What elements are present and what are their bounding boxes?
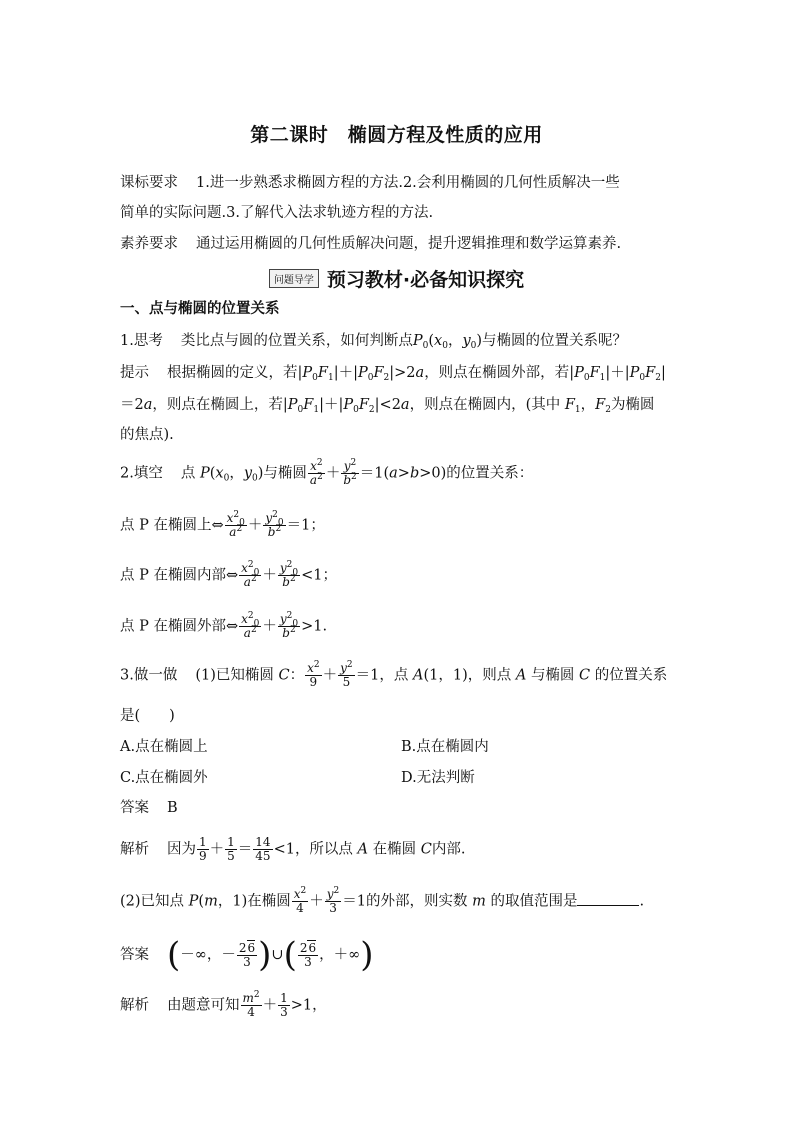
banner-title: 预习教材·必备知识探究 (326, 269, 525, 291)
requirements-text-1: 1.进一步熟悉求椭圆方程的方法.2.会利用椭圆的几何性质解决一些 (196, 175, 620, 191)
option-c: C.点在椭圆外 (120, 770, 208, 786)
hint-line-2: ＝2a，则点在椭圆上，若$|P_0F_1|+|P_0F_2|<2a$，则点在椭圆内，(其中 $F_1$，$F_2$为椭圆 (120, 397, 655, 415)
condition-inside-ellipse: 点 P 在椭圆内部⇔ $\frac{x^2_0}{a^2}$ ＋ $\frac{y^2_0}{b^2}$ <1； (120, 560, 337, 589)
question-1: 1.思考 类比点与圆的位置关系，如何判断点$P_0(x_0$，$y_0$)与椭圆的位置关系呢？ (120, 333, 628, 351)
requirements-line-2: 简单的实际问题.3.了解代入法求轨迹方程的方法. (120, 205, 434, 221)
question-3-part-2: (2)已知点 P(m，1)在椭圆 $\frac{x^2}{4}$ ＋ $\frac{y^2}{3}$ ＝1的外部，则实数 m 的取值范围是 . (120, 886, 645, 915)
hint-line-3: 的焦点). (120, 427, 174, 443)
condition-outside-ellipse: 点 P 在椭圆外部⇔ $\frac{x^2_0}{a^2}$ ＋ $\frac{y^2_0}{b^2}$ >1. (120, 611, 328, 640)
analysis-2: 解析 由题意可知 $\frac{m^2}{4}$ ＋ $\frac{1}{3}$ >1， (120, 990, 327, 1019)
page-title: 第二课时 椭圆方程及性质的应用 (250, 124, 543, 146)
literacy-text: 通过运用椭圆的几何性质解决问题，提升逻辑推理和数学运算素养. (196, 236, 622, 252)
question-3-part-1: 3.做一做 (1)已知椭圆 C： $\frac{x^2}{9}$ ＋ $\frac{y^2}{5}$ ＝1，点 A(1，1)，则点 A 与椭圆 C 的位置关系 (120, 660, 668, 689)
requirements-label: 课标要求 (120, 175, 178, 191)
condition-on-ellipse: 点 P 在椭圆上⇔ $\frac{x^2_0}{a^2}$ ＋ $\frac{y^2_0}{b^2}$ ＝1； (120, 510, 325, 539)
banner-badge: 问题导学 (269, 269, 319, 288)
question-3-line-2: 是( ) (120, 708, 175, 724)
hint-line-1: 提示 根据椭圆的定义，若$|P_0F_1|+|P_0F_2|>2a$，则点在椭圆外部，若$|P_0F_1|+|P_0F_2|$ (120, 365, 666, 383)
analysis-1: 解析 因为 $\frac{1}{9}$ ＋ $\frac{1}{5}$ ＝ $\frac{14}{45}$ <1，所以点 A 在椭圆 C内部. (120, 835, 466, 863)
answer-2: 答案 (－∞，－ $\frac{26}{3}$ )∪( $\frac{26}{3}$ ，＋∞) (120, 935, 374, 975)
requirements-line-1 (120, 172, 620, 194)
question-2: 2.填空 点 $P(x_0$，$y_0$)与椭圆 $\frac{x^2}{a^2}$ ＋ $\frac{y^2}{b^2}$ ＝1(a>b>0)的位置关系： (120, 458, 534, 487)
answer-1-value: B (167, 800, 178, 816)
option-b: B.点在椭圆内 (401, 739, 489, 755)
section-banner (0, 265, 793, 292)
option-a: A.点在椭圆上 (120, 739, 208, 755)
answer-blank (577, 891, 639, 906)
section-heading: 一、点与椭圆的位置关系 (120, 301, 280, 317)
option-d: D.无法判断 (401, 770, 475, 786)
answer-1: 答案 B (120, 800, 178, 816)
literacy-label: 素养要求 (120, 236, 178, 252)
literacy-line (120, 233, 621, 255)
